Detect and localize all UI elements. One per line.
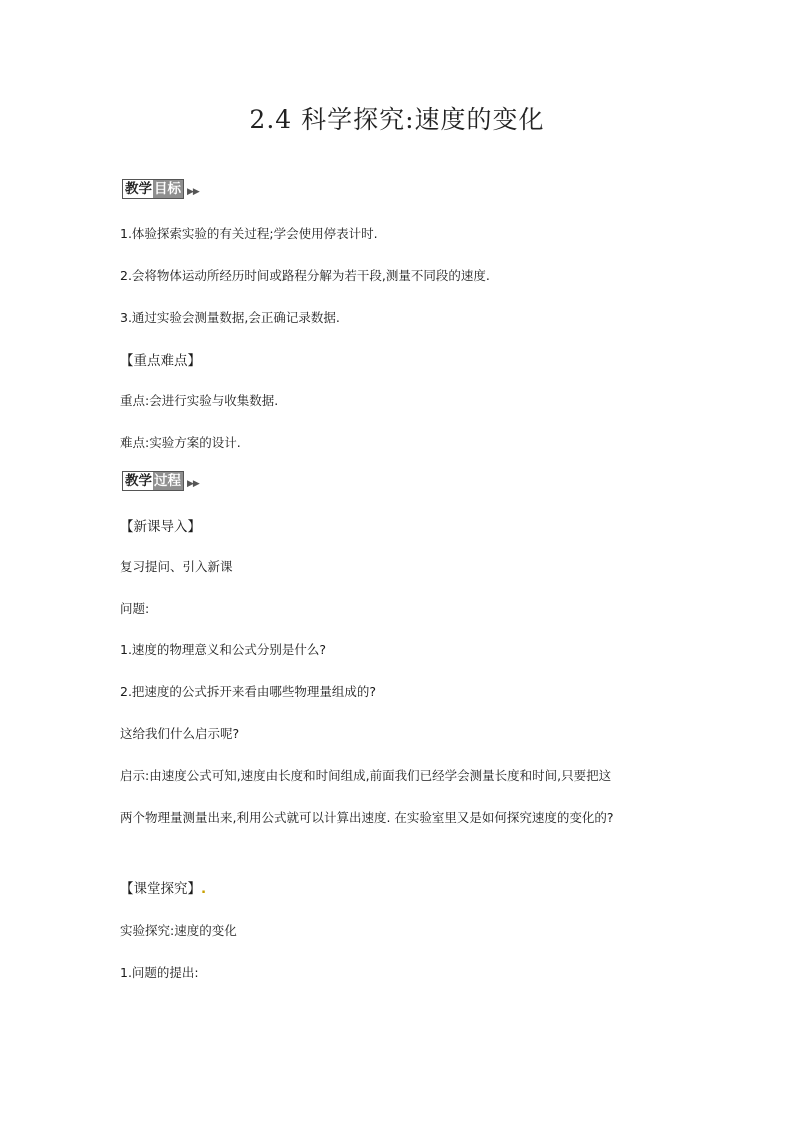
hint-question: 这给我们什么启示呢?	[120, 726, 240, 741]
badge-label-part2: 过程	[154, 473, 181, 489]
goal-item-3: 3.通过实验会测量数据,会正确记录数据.	[120, 310, 340, 325]
experiment-title: 实验探究:速度的变化	[120, 923, 237, 938]
section-badge-teaching-process	[122, 470, 199, 492]
intro-heading: 【新课导入】	[120, 519, 201, 535]
hint-paragraph-line-1: 启示:由速度公式可知,速度由长度和时间组成,前面我们已经学会测量长度和时间,只要把这	[120, 768, 612, 783]
difficulty-text: 难点:实验方案的设计.	[120, 435, 241, 450]
explore-heading-dot: .	[201, 881, 207, 897]
section-badge-teaching-goals	[122, 178, 199, 200]
page-title: 2.4 科学探究:速度的变化	[249, 105, 545, 134]
badge-label-part1: 教学	[125, 473, 152, 489]
double-arrow-icon: ▶▶	[187, 187, 199, 197]
hint-paragraph-line-2: 两个物理量测量出来,利用公式就可以计算出速度. 在实验室里又是如何探究速度的变化的?	[120, 810, 614, 825]
badge-box	[122, 179, 184, 199]
badge-label-part1: 教学	[125, 181, 152, 197]
explore-heading-text: 【课堂探究】	[120, 881, 201, 897]
explore-heading	[120, 877, 206, 897]
double-arrow-icon: ▶▶	[187, 479, 199, 489]
badge-label-part2: 目标	[154, 181, 181, 197]
key-point-text: 重点:会进行实验与收集数据.	[120, 393, 279, 408]
step-1-text: 1.问题的提出:	[120, 965, 199, 980]
question-label: 问题:	[120, 601, 150, 616]
key-difficulty-heading: 【重点难点】	[120, 353, 201, 369]
intro-subtitle: 复习提问、引入新课	[120, 559, 233, 574]
question-item-2: 2.把速度的公式拆开来看由哪些物理量组成的?	[120, 684, 377, 699]
goal-item-1: 1.体验探索实验的有关过程;学会使用停表计时.	[120, 226, 378, 241]
goal-item-2: 2.会将物体运动所经历时间或路程分解为若干段,测量不同段的速度.	[120, 268, 490, 283]
badge-box	[122, 471, 184, 491]
question-item-1: 1.速度的物理意义和公式分别是什么?	[120, 642, 327, 657]
